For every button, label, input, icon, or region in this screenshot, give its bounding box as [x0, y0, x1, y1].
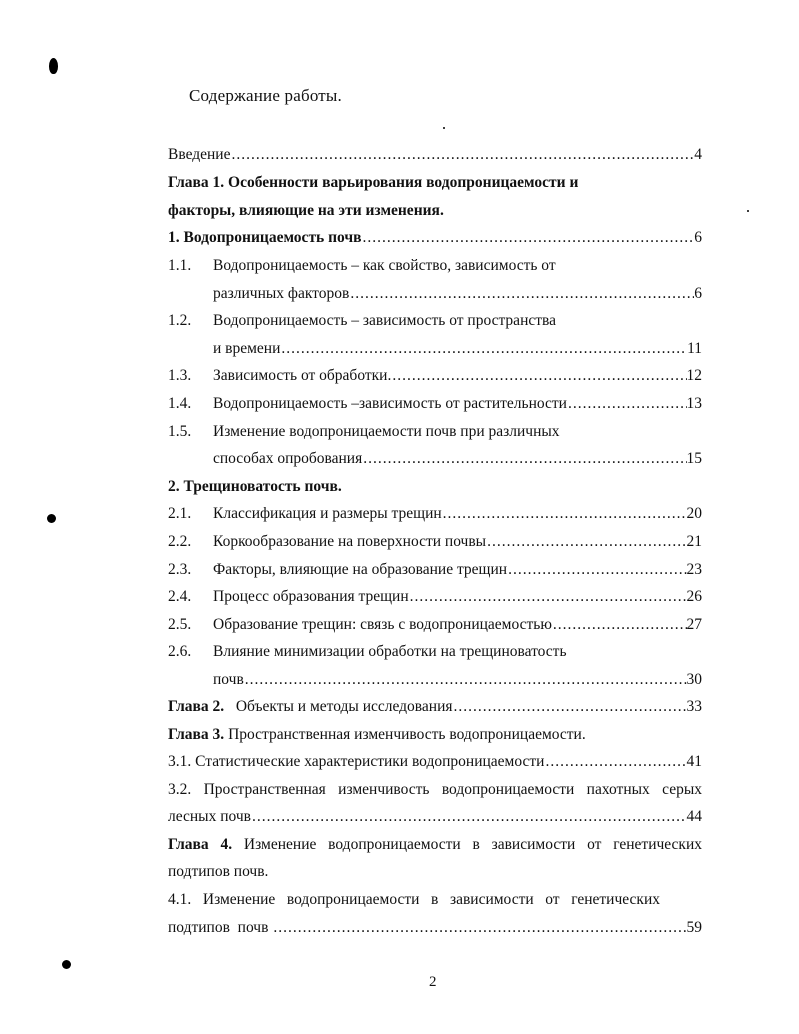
- dot-leader: [442, 504, 687, 524]
- toc-page: 11: [687, 340, 702, 357]
- page-title: Содержание работы.: [189, 86, 342, 105]
- toc-chapter-1-line-2[interactable]: [168, 201, 702, 221]
- dot-leader: [552, 615, 687, 635]
- toc-label: 3.2. Пространственная изменчивость водопроницаемости пахотных серых: [168, 781, 702, 798]
- toc-label: Факторы, влияющие на образование трещин: [213, 561, 508, 578]
- dot-leader: [391, 366, 686, 386]
- toc-entry-1-1-line-2[interactable]: [168, 284, 702, 304]
- dot-leader: [280, 339, 687, 359]
- scan-speck: [443, 127, 445, 129]
- toc-label: Водопроницаемость –зависимость от растительности: [213, 395, 567, 412]
- scan-speck: [62, 960, 71, 969]
- dot-leader: [567, 394, 687, 414]
- dot-leader: [349, 284, 694, 304]
- dot-leader: [486, 532, 686, 552]
- toc-page: 26: [686, 588, 702, 605]
- toc-chapter-4-line-2[interactable]: [168, 862, 702, 882]
- toc-number: 2.6.: [168, 643, 192, 660]
- toc-page: 20: [686, 505, 702, 522]
- toc-label: Объекты и методы исследования: [224, 698, 453, 715]
- toc-number: 2.4.: [168, 588, 192, 605]
- page-number: 2: [429, 974, 437, 990]
- dot-leader: [362, 228, 695, 248]
- toc-entry-1-5-line-2[interactable]: [168, 449, 702, 469]
- toc-label: Процесс образования трещин: [213, 588, 409, 605]
- toc-page: 4: [694, 146, 702, 163]
- dot-leader: [409, 587, 687, 607]
- toc-chapter-3[interactable]: [168, 725, 702, 745]
- scan-speck: [49, 58, 58, 74]
- toc-chapter-2[interactable]: [168, 697, 702, 717]
- toc-entry-1-2-line-1[interactable]: [168, 311, 702, 331]
- toc-entry-4-1-line-1[interactable]: [168, 890, 660, 910]
- toc-chapter-label: Глава 3.: [168, 726, 225, 743]
- toc-page: 6: [694, 229, 702, 246]
- toc-entry-1-2-line-2[interactable]: [168, 339, 702, 359]
- toc-entry-2-2[interactable]: [168, 532, 702, 552]
- toc-label: Изменение водопроницаемости в зависимости от генетических: [232, 836, 702, 853]
- toc-entry-2-6-line-2[interactable]: [168, 670, 702, 690]
- toc-page: 15: [686, 450, 702, 467]
- toc-page: 33: [686, 698, 702, 715]
- toc-chapter-4-line-1[interactable]: [168, 835, 702, 855]
- dot-leader: [230, 145, 694, 165]
- toc-label: Введение: [168, 146, 231, 163]
- toc-page: 41: [686, 753, 702, 770]
- toc-entry-2-3[interactable]: [168, 560, 702, 580]
- toc-label: факторы, влияющие на эти изменения.: [168, 202, 444, 219]
- dot-leader: [244, 670, 687, 690]
- toc-page: 21: [686, 533, 702, 550]
- toc-entry-intro[interactable]: [168, 145, 702, 165]
- toc-entry-1-1-line-1[interactable]: [168, 256, 702, 276]
- toc-page: 44: [686, 808, 702, 825]
- toc-label: способах опробования: [213, 450, 363, 467]
- dot-leader: [544, 752, 686, 772]
- toc-label: 4.1. Изменение водопроницаемости в зависимости от генетических: [168, 891, 660, 908]
- toc-chapter-label: Глава 4.: [168, 836, 233, 853]
- scan-speck: [47, 514, 56, 523]
- dot-leader: [272, 918, 686, 938]
- toc-number: 2.3.: [168, 561, 192, 578]
- toc-page: 27: [686, 616, 702, 633]
- toc-section-2[interactable]: [168, 477, 702, 497]
- toc-entry-2-5[interactable]: [168, 615, 702, 635]
- toc-number: 1.3.: [168, 367, 192, 384]
- toc-entry-3-1[interactable]: [168, 752, 702, 772]
- toc-number: 2.1.: [168, 505, 192, 522]
- toc-label: подтипов почв: [168, 919, 273, 936]
- toc-label: подтипов почв.: [168, 863, 269, 880]
- toc-section-1[interactable]: [168, 228, 702, 248]
- toc-label: Пространственная изменчивость водопроницаемости.: [224, 726, 586, 743]
- toc-entry-3-2-line-1[interactable]: [168, 780, 702, 800]
- toc-page: 6: [694, 285, 702, 302]
- toc-label: 2. Трещиноватость почв.: [168, 478, 342, 495]
- toc-number: 2.2.: [168, 533, 192, 550]
- toc-label: Образование трещин: связь с водопроницаемостью: [213, 616, 552, 633]
- toc-label: и времени: [213, 340, 281, 357]
- toc-label: Коркообразование на поверхности почвы: [213, 533, 487, 550]
- toc-label: Влияние минимизации обработки на трещиноватость: [213, 643, 567, 660]
- toc-label: почв: [213, 671, 244, 688]
- toc-page: 30: [686, 671, 702, 688]
- toc-label: Изменение водопроницаемости почв при различных: [213, 423, 560, 440]
- toc-entry-1-5-line-1[interactable]: [168, 422, 702, 442]
- toc-entry-1-3[interactable]: [168, 366, 702, 386]
- dot-leader: [251, 807, 687, 827]
- toc-entry-1-4[interactable]: [168, 394, 702, 414]
- toc-label: Водопроницаемость – зависимость от пространства: [213, 312, 557, 329]
- toc-label: Классификация и размеры трещин: [213, 505, 442, 522]
- toc-number: 1.4.: [168, 395, 192, 412]
- toc-entry-4-1-line-2[interactable]: [168, 918, 702, 938]
- toc-number: 1.5.: [168, 423, 192, 440]
- toc-entry-2-4[interactable]: [168, 587, 702, 607]
- dot-leader: [362, 449, 686, 469]
- toc-entry-2-1[interactable]: [168, 504, 702, 524]
- toc-label: различных факторов: [213, 285, 350, 302]
- toc-label: Водопроницаемость – как свойство, зависимость от: [213, 257, 556, 274]
- toc-label: 1. Водопроницаемость почв: [168, 229, 362, 246]
- toc-chapter-label: Глава 2.: [168, 698, 225, 715]
- toc-label: лесных почв: [168, 808, 251, 825]
- toc-label: Глава 1. Особенности варьирования водопроницаемости и: [168, 174, 579, 191]
- toc-page: 59: [686, 919, 702, 936]
- toc-number: 1.2.: [168, 312, 192, 329]
- toc-page: 12: [686, 367, 702, 384]
- toc-entry-2-6-line-1[interactable]: [168, 642, 702, 662]
- dot-leader: [507, 560, 686, 580]
- toc-label: Зависимость от обработки.: [213, 367, 392, 384]
- dot-leader: [453, 697, 687, 717]
- toc-page: 23: [686, 561, 702, 578]
- toc-page: 13: [686, 395, 702, 412]
- toc-number: 2.5.: [168, 616, 192, 633]
- scan-speck: [747, 210, 749, 212]
- toc-entry-3-2-line-2[interactable]: [168, 807, 702, 827]
- toc-chapter-1-line-1[interactable]: [168, 173, 702, 193]
- toc-number: 1.1.: [168, 257, 192, 274]
- toc-label: 3.1. Статистические характеристики водопроницаемости: [168, 753, 545, 770]
